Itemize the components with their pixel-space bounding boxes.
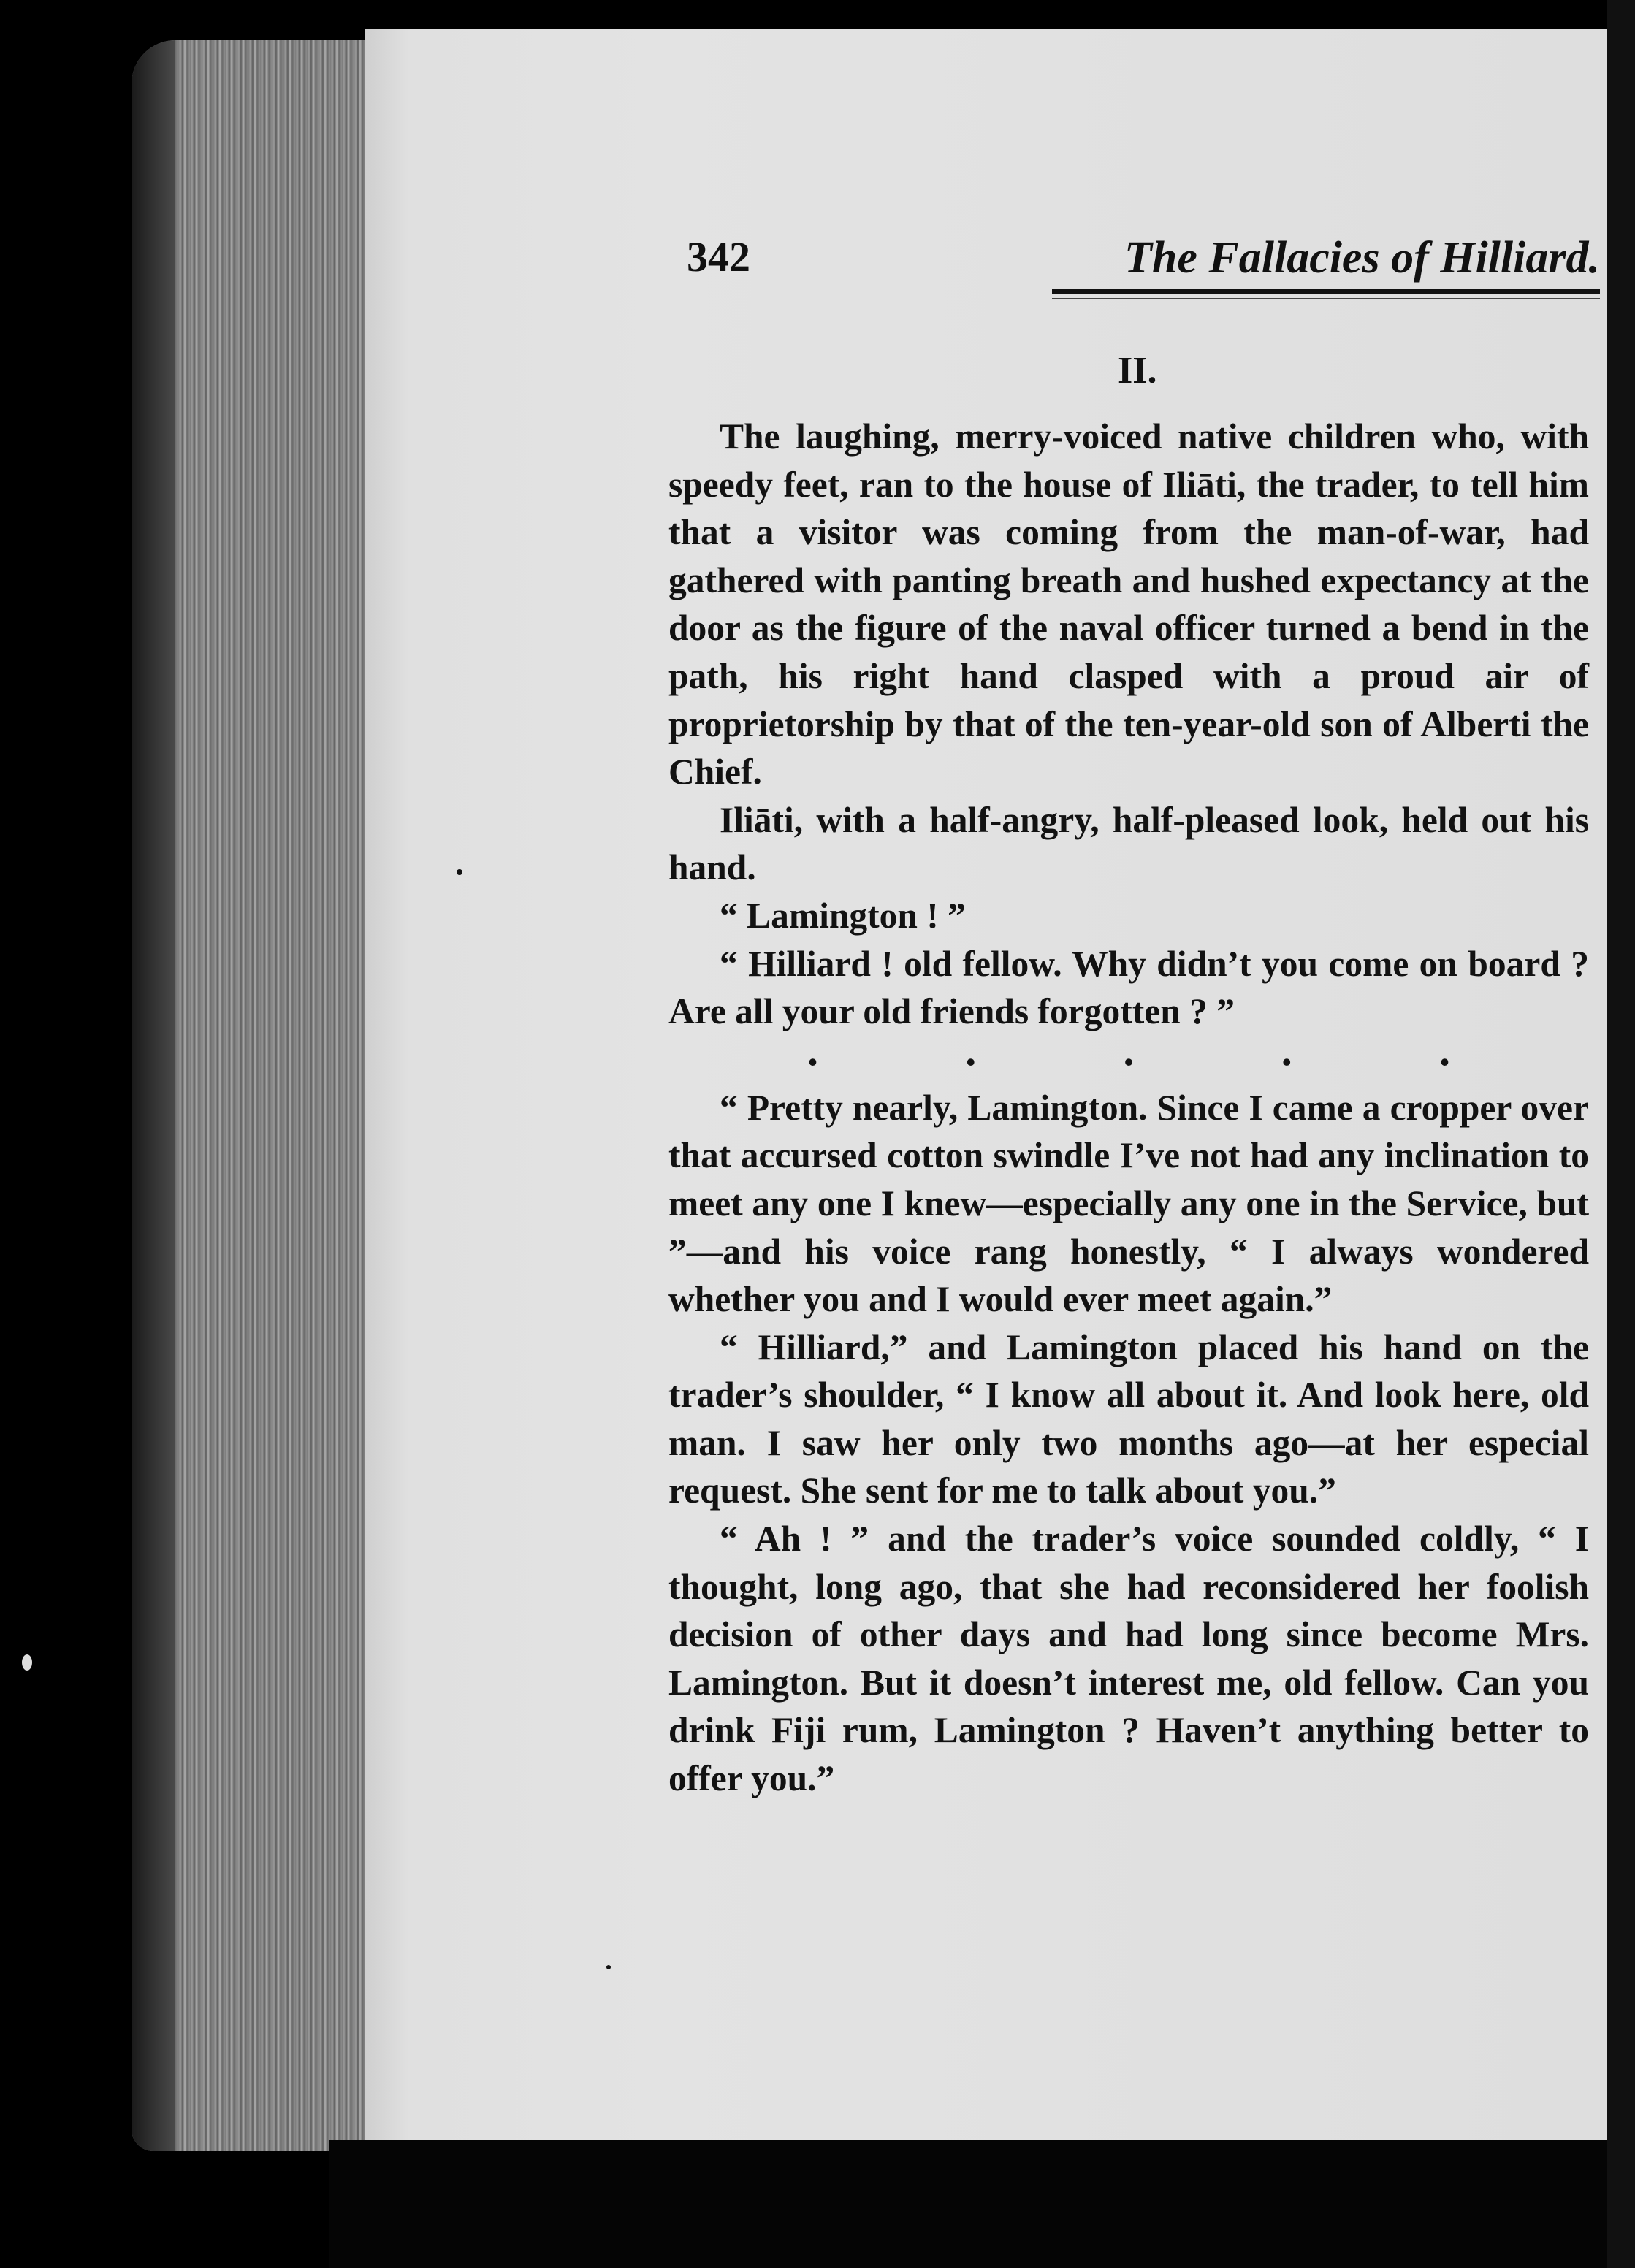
paragraph: “ Ah ! ” and the trader’s voice sounded coldly, “ I thought, long ago, that she had reconsidered her foolish decision of other days and had long since become Mrs. Lamington. But it doesn’t interest me, old fellow. Can you drink Fiji rum, Lamington ? Haven’t anything better to offer you.” — [668, 1519, 1589, 1799]
paragraph: Iliāti, with a half-angry, half-pleased look, held out his hand. — [668, 799, 1589, 888]
bottom-shadow — [329, 2140, 1635, 2268]
running-title: The Fallacies of Hilliard. — [1124, 233, 1600, 283]
ink-speck — [22, 1654, 32, 1671]
paragraph: “ Pretty nearly, Lamington. Since I came a cropper over that accursed cotton swindle I’ve not had any inclination to meet any one I knew—especially any one in the Service, but ”—and his voice rang honestly, “ I always wondered whether you and I would ever meet again.” — [668, 1087, 1589, 1320]
ellipsis-dot: . — [965, 1026, 977, 1074]
running-header — [687, 232, 1600, 298]
book-spine-shadow — [132, 40, 175, 2151]
paragraph: The laughing, merry-voiced native children who, with speedy feet, ran to the house of Iliāti, the trader, to tell him that a visitor was coming from the man-of-war, had gathered with panting breath and hushed expectancy at the door as the figure of the naval officer turned a bend in the path, his right hand clasped with a proud air of proprietorship by that of the ten-year-old son of Alberti the Chief. — [668, 416, 1589, 793]
paragraph: “ Hilliard ! old fellow. Why didn’t you come on board ? Are all your old friends forgotten ? ” — [668, 943, 1589, 1032]
ink-speck — [457, 869, 462, 875]
paragraph: “ Hilliard,” and Lamington placed his hand on the trader’s shoulder, “ I know all about it. And look here, old man. I saw her only two months ago—at her especial request. She sent for me to talk about you.” — [668, 1326, 1589, 1511]
ellipsis-dot: . — [1123, 1026, 1135, 1074]
ellipsis-dot: . — [807, 1026, 818, 1074]
body-text — [668, 413, 1589, 1803]
ellipsis-dot: . — [1281, 1026, 1292, 1074]
header-rule-thin — [1052, 298, 1600, 299]
page-number: 342 — [687, 233, 750, 280]
header-rule — [1052, 289, 1600, 294]
paragraph: “ Lamington ! ” — [720, 895, 966, 936]
ellipsis-dot: . — [1439, 1026, 1450, 1074]
section-break-dots — [668, 1026, 1589, 1084]
section-number: II. — [1118, 350, 1157, 392]
right-shadow — [1607, 0, 1635, 2268]
ink-speck — [606, 1965, 611, 1969]
